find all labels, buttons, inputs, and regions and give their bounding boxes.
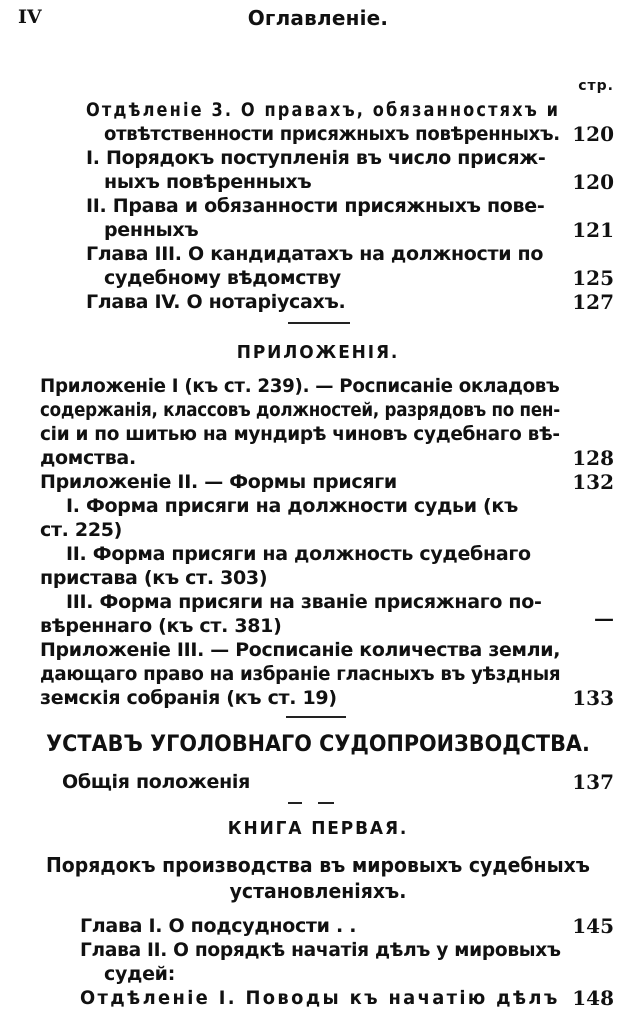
- entry-line: III. Форма присяги на званіе присяжнаго по-: [66, 591, 542, 613]
- page-number: 133: [572, 686, 614, 710]
- entry-line: судебному вѣдомству: [104, 267, 341, 289]
- entry-line: судей:: [104, 963, 175, 985]
- entry-line: дающаго право на избраніе гласныхъ въ уѣздныя: [40, 663, 561, 685]
- page-number: 128: [572, 446, 614, 470]
- entry-line: содержанія, классовъ должностей, разрядовъ по пен-: [40, 399, 560, 421]
- page-folio: IV: [18, 6, 42, 28]
- entry-line: Отдѣленіе I. Поводы къ начатію дѣлъ: [80, 987, 560, 1009]
- divider: [318, 802, 334, 804]
- entry-line: Приложеніе III. — Росписаніе количества земли,: [40, 639, 561, 661]
- divider: [288, 802, 302, 804]
- entry-line: II. Права и обязанности присяжныхъ пове-: [86, 195, 545, 217]
- entry-line: Приложеніе I (къ ст. 239). — Росписаніе окладовъ: [40, 375, 560, 397]
- entry-line: сіи и по шитью на мундирѣ чиновъ судебнаго вѣ-: [40, 423, 560, 445]
- page-number: 148: [572, 986, 614, 1010]
- entry-line: ныхъ повѣренныхъ: [104, 171, 312, 193]
- page-number: 127: [572, 290, 614, 314]
- book-subheading: установленіяхъ.: [229, 879, 407, 903]
- entry-line: Глава IV. О нотаріусахъ.: [86, 291, 346, 313]
- entry-line: Глава I. О подсудности . .: [80, 915, 357, 937]
- entry-line: Общія положенія: [62, 771, 251, 793]
- appendix-heading: ПРИЛОЖЕНІЯ.: [236, 342, 400, 363]
- entry-line: I. Форма присяги на должности судьи (къ: [66, 495, 518, 517]
- page-number: 132: [572, 470, 614, 494]
- entry-line: отвѣтственности присяжныхъ повѣренныхъ.: [104, 123, 560, 145]
- entry-line: вѣреннаго (къ ст. 381): [40, 615, 282, 637]
- divider: [286, 716, 346, 718]
- page-number: 125: [572, 266, 614, 290]
- page-number: —: [594, 606, 614, 630]
- divider: [288, 322, 350, 324]
- statute-heading: УСТАВЪ УГОЛОВНАГО СУДОПРОИЗВОДСТВА.: [46, 732, 590, 757]
- page-number: 121: [572, 218, 614, 242]
- entry-line: I. Порядокъ поступленія въ число присяж-: [86, 147, 546, 169]
- running-title: Оглавленіе.: [247, 6, 389, 30]
- book-heading: КНИГА ПЕРВАЯ.: [227, 818, 409, 839]
- page-number: 120: [572, 122, 614, 146]
- entry-line: земскія собранія (къ ст. 19): [40, 687, 337, 709]
- entry-line: Глава II. О порядкѣ начатія дѣлъ у мировыхъ: [80, 939, 561, 961]
- entry-line: домства.: [40, 447, 136, 469]
- entry-line: ст. 225): [40, 519, 123, 541]
- entry-line: ренныхъ: [104, 219, 199, 241]
- page-column-label: стр.: [578, 78, 614, 94]
- entry-line: Глава III. О кандидатахъ на должности по: [86, 243, 544, 265]
- entry-line: пристава (къ ст. 303): [40, 567, 268, 589]
- entry-line: II. Форма присяги на должность судебнаго: [66, 543, 531, 565]
- page-number: 120: [572, 170, 614, 194]
- entry-line: Приложеніе II. — Формы присяги: [40, 471, 397, 493]
- entry-line: Отдѣленіе 3. О правахъ, обязанностяхъ и: [86, 99, 561, 121]
- page-number: 145: [572, 914, 614, 938]
- book-subheading: Порядокъ производства въ мировыхъ судебныхъ: [46, 853, 590, 877]
- page-number: 137: [572, 770, 614, 794]
- page-header: [18, 4, 618, 34]
